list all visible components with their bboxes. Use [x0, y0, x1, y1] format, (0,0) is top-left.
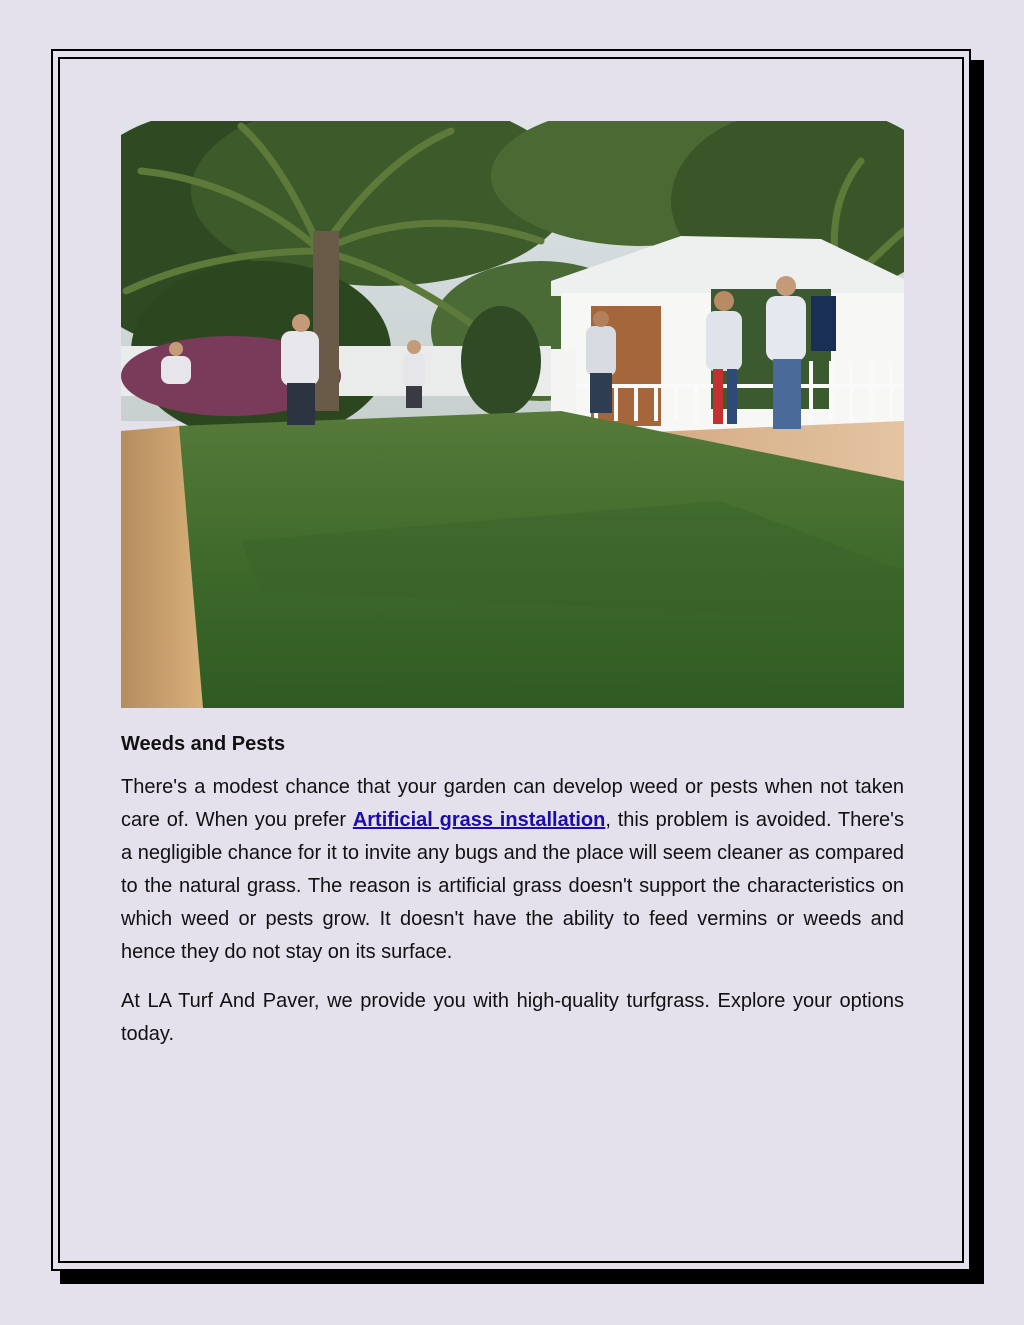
article-body [121, 729, 904, 1067]
paragraph-company-offer: At LA Turf And Paver, we provide you with high-quality turfgrass. Explore your options today. [121, 990, 904, 1045]
paragraph-weeds-pests [121, 771, 904, 969]
lawn-installation-photo [121, 121, 904, 708]
section-heading: Weeds and Pests [121, 733, 286, 755]
paragraph-text-before-link: There's a modest chance that your garden can develop weed or pests when not taken care of. When you prefer [121, 776, 904, 831]
palm-trunk [313, 231, 339, 411]
artificial-grass-installation-link[interactable]: Artificial grass installation [352, 809, 606, 831]
paragraph-text-after-link: , this problem is avoided. There's a negligible chance for it to invite any bugs and the place will seem cleaner as compared to the natural grass. The reason is artificial grass doesn't support the characteristics on which weed or pests grow. It doesn't have the ability to feed vermins or weeds and hence they do not stay on its surface. [121, 809, 904, 963]
